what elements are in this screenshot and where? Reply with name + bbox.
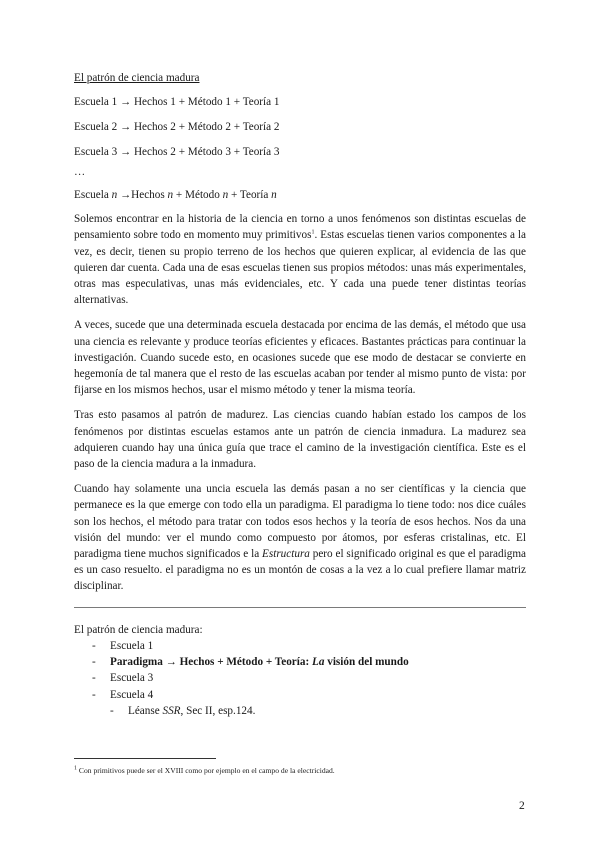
paragraph-2: A veces, sucede que una determinada escuela destacada por encima de las demás, el método que usa una ciencia es relevante y produce teorías eficientes y eficaces. Bastantes prácticas para continuar la investigación. Cuando sucede esto, en ocasiones sucede que ese modo de destacar se convierte en hegemonía de tal manera que el resto de las escuelas acaban por tender al mismo punto de vista: por fijarse en los mismos hechos, usar el mismo método y tener la misma teoría. bbox=[74, 319, 526, 397]
document-body bbox=[74, 70, 526, 719]
scheme-general-a: Escuela bbox=[74, 188, 112, 201]
paragraph-4-a: Cuando hay solamente una uncia escuela las demás pasan a no ser científicas y la ciencia que permanece es la que emerge con todo ella un paradigma. El paradigma lo tiene todo: nos dice cuáles son los hechos, el método para tratar con todos esos hechos y la teoría de esos hechos. Nos da una visión del mundo: ver el mundo como compuesto por átomos, por esferas cristalinas, etc. El paradigma tiene muchos significados e la bbox=[74, 483, 526, 561]
paragraph-4 bbox=[74, 481, 526, 594]
estructura-italic: Estructura bbox=[262, 548, 310, 561]
scheme-n-3: n bbox=[222, 188, 229, 201]
scheme-general-c: + Método bbox=[173, 188, 223, 201]
paradigma-tail: visión del mundo bbox=[324, 656, 409, 669]
scheme-line-3: Escuela 3 → Hechos 2 + Método 3 + Teoría 3 bbox=[74, 145, 280, 158]
scheme-line-2: Escuela 2 → Hechos 2 + Método 2 + Teoría 2 bbox=[74, 120, 280, 133]
scheme-n-4: n bbox=[271, 188, 277, 201]
list-item-escuela-1: - Escuela 1 bbox=[92, 638, 526, 654]
scheme-line-1: Escuela 1 → Hechos 1 + Método 1 + Teoría 1 bbox=[74, 96, 280, 109]
paragraph-1-rest: . Estas escuelas tienen varios componentes a la vez, es decir, tienen su propio terreno de los hechos que quieren explicar, al evidencia de las que quieren dar cuenta. Cada una de esas escuelas tienen sus propios métodos: unas más experimentales, otras mas especulativas, unas más evidenciales, etc. Y cada una puede tener distintas teorías alternativas. bbox=[74, 229, 526, 307]
footnote-mark: 1 bbox=[74, 765, 77, 772]
sub-list bbox=[74, 703, 526, 719]
ellipsis: … bbox=[74, 166, 87, 179]
list-item-escuela-3: - Escuela 3 bbox=[92, 670, 526, 686]
page-number: 2 bbox=[519, 800, 525, 812]
section-title: El patrón de ciencia madura bbox=[74, 72, 200, 84]
footnote-separator bbox=[74, 758, 216, 759]
footnote-text: Con primitivos puede ser el XVIII como por ejemplo en el campo de la electricidad. bbox=[77, 766, 335, 775]
list-subitem-ssr bbox=[110, 703, 526, 719]
scheme-general-b: →Hechos bbox=[117, 188, 168, 201]
list-item-escuela-4: - Escuela 4 bbox=[92, 687, 526, 703]
scheme-general-d: + Teoría bbox=[228, 188, 272, 201]
list-heading: El patrón de ciencia madura: bbox=[74, 623, 203, 636]
ssr-b: , Sec II, esp.124. bbox=[180, 704, 256, 717]
list-item-paradigma bbox=[92, 654, 526, 670]
ssr-italic: SSR bbox=[162, 704, 181, 717]
ssr-a: Léanse bbox=[128, 704, 163, 717]
horizontal-divider bbox=[74, 607, 526, 608]
scheme-n-1: n bbox=[111, 188, 118, 201]
paragraph-4-b: pero el significado original es que el paradigma es un caso resuelto. el paradigma no es un montón de cosas a la vez a lo cual prefiere llamar matriz disciplinar. bbox=[74, 548, 526, 593]
paradigma-bold: Paradigma → Hechos + Método + Teoría: bbox=[110, 656, 312, 669]
outline-list bbox=[74, 638, 526, 703]
paragraph-3: Tras esto pasamos al patrón de madurez. Las ciencias cuando habían estado los campos de los fenómenos por distintas escuelas estamos ante un patrón de ciencia inmadura. La madurez sea adquieren cuando hay una única guía que trace el camino de la investigación científica. Este es el paso de la ciencia madura a la inmadura. bbox=[74, 409, 526, 471]
paradigma-italic: La bbox=[312, 656, 325, 669]
paragraph-1 bbox=[74, 211, 526, 308]
scheme-n-2: n bbox=[167, 188, 174, 201]
footnote-reference[interactable]: 1 bbox=[311, 229, 315, 236]
footnote bbox=[74, 766, 335, 776]
scheme-line-general bbox=[74, 187, 526, 203]
paragraph-1-text: Solemos encontrar en la historia de la ciencia en torno a unos fenómenos son distintas escuelas de pensamiento sobre todo en momento muy primitivos bbox=[74, 213, 526, 242]
